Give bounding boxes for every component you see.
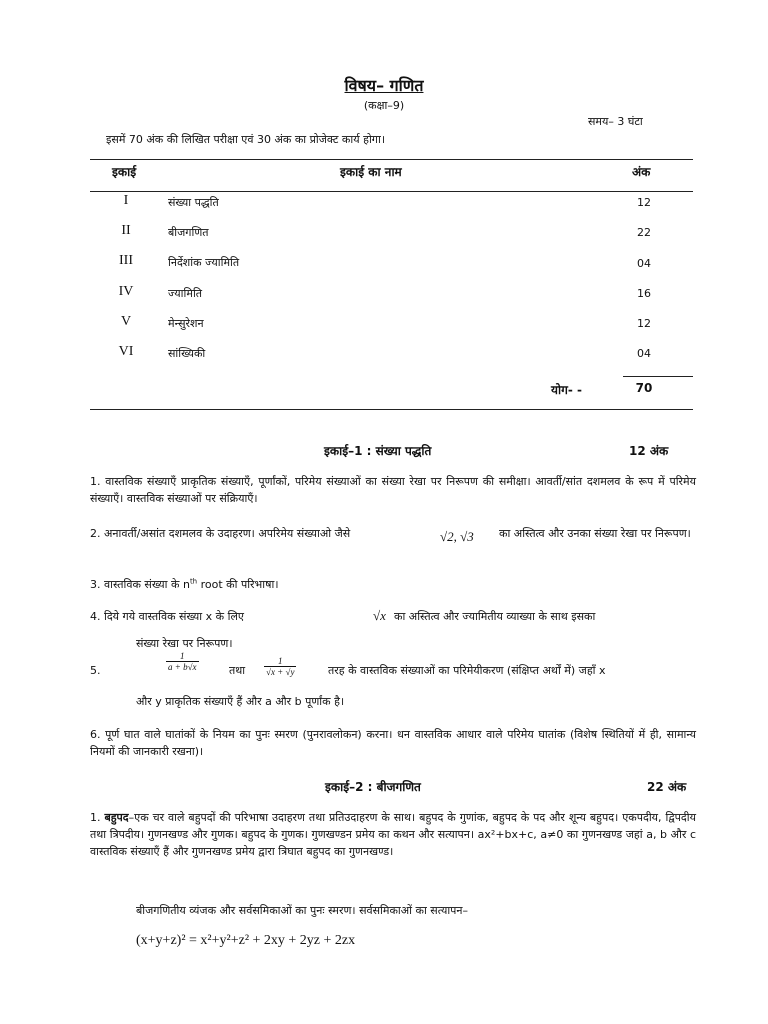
unit1-point-5-tatha: तथा	[229, 664, 246, 677]
unit-number: IV	[118, 284, 134, 299]
unit1-point-4-b: का अस्तित्व और ज्यामितीय व्याख्या के साथ इसका	[394, 610, 596, 623]
unit-name: सांख्यिकी	[168, 347, 206, 360]
fraction-2-num: 1	[264, 656, 296, 667]
unit-number: V	[120, 314, 132, 329]
fraction-2-den: √x + √y	[266, 667, 295, 677]
col-header-name: इकाई का नाम	[340, 165, 402, 179]
unit1-point-2-math: √2, √3	[440, 529, 474, 544]
fraction-1-num: 1	[166, 651, 199, 662]
total-value: 70	[635, 381, 653, 395]
unit1-point-3-a: 3. वास्तविक संख्या के n	[90, 578, 190, 591]
table-bottom-rule	[90, 409, 693, 410]
total-rule	[623, 376, 693, 377]
unit-marks: 12	[637, 196, 651, 209]
identity-formula: (x+y+z)² = x²+y²+z² + 2xy + 2yz + 2zx	[136, 933, 356, 948]
unit2-point-2: बीजगणितीय व्यंजक और सर्वसमिकाओं का पुनः स्मरण। सर्वसमिकाओं का सत्यापन–	[136, 904, 469, 917]
intro-text: इसमें 70 अंक की लिखित परीक्षा एवं 30 अंक का प्रोजेक्ट कार्य होगा।	[106, 133, 386, 146]
unit1-point-4-a: 4. दिये गये वास्तविक संख्या x के लिए	[90, 610, 244, 623]
unit-number: III	[119, 253, 133, 268]
col-header-unit: इकाई	[112, 165, 137, 179]
fraction-2	[264, 656, 296, 677]
unit1-point-3-b: root की परिभाषा।	[197, 578, 279, 591]
unit-number: VI	[118, 344, 134, 359]
fraction-1-den: a + b√x	[168, 662, 197, 672]
unit-number: II	[121, 223, 131, 238]
unit1-point-4-c: संख्या रेखा पर निरूपण।	[136, 637, 233, 650]
total-label: योग- -	[551, 383, 582, 397]
unit2-point-1-text: –एक चर वाले बहुपदों की परिभाषा उदाहरण तथा प्रतिउदाहरण के साथ। बहुपद के गुणांक, बहुपद के पद और शून्य बहुपद। एकपदीय, द्विपदीय तथा त्रिपदीय। गुणनखण्ड और गुणक। बहुपद के गुणक। गुणखण्डन प्रमेय का कथन और सत्यापन। ax²+bx+c, a≠0 का गुणनखण्ड जहां a, b और c वास्तविक संख्याएँ हैं और गुणनखण्ड प्रमेय द्वारा त्रिघात बहुपद का गुणनखण्ड।	[90, 811, 696, 858]
page-title: विषय– गणित	[344, 76, 424, 95]
unit1-point-5-text: तरह के वास्तविक संख्याओं का परिमेयीकरण (संक्षिप्त अर्थों में) जहाँ x	[328, 664, 606, 677]
unit1-point-6: 6. पूर्ण घात वाले घातांकों के नियम का पुनः स्मरण (पुनरावलोकन) करना। धन वास्तविक आधार वाले परिमेय घातांक (विशेष स्थितियों में ही, सामान्य नियमों की जानकारी रखना)।	[90, 728, 696, 758]
unit1-point-5-text2: और y प्राकृतिक संख्याएँ हैं और a और b पूर्णांक है।	[136, 695, 345, 708]
unit1-marks: 12 अंक	[629, 444, 669, 458]
table-top-rule	[90, 159, 693, 160]
unit1-point-2-text: 2. अनावर्ती/असांत दशमलव के उदाहरण। अपरिमेय संख्याओ जैसे	[90, 527, 351, 540]
unit2-heading: इकाई–2 : बीजगणित	[325, 780, 421, 794]
unit-name: संख्या पद्धति	[168, 196, 219, 209]
unit-marks: 04	[637, 347, 651, 360]
unit1-point-2-text-b	[499, 526, 699, 541]
unit1-point-3	[90, 577, 279, 592]
unit2-point-1-prefix: 1.	[90, 811, 105, 824]
unit-marks: 04	[637, 257, 651, 270]
unit1-point-4-math: √x	[373, 608, 386, 623]
unit1-point-5-num: 5.	[90, 664, 101, 677]
exam-time: समय– 3 घंटा	[588, 115, 643, 128]
unit-name: बीजगणित	[168, 226, 209, 239]
unit-name: मेन्सुरेशन	[168, 317, 204, 330]
table-header-rule	[90, 191, 693, 192]
unit-marks: 22	[637, 226, 651, 239]
unit2-point-1-bold: बहुपद	[104, 811, 129, 824]
unit2-point-1	[90, 809, 696, 860]
unit1-heading: इकाई–1 : संख्या पद्धति	[324, 444, 432, 458]
unit-number: I	[123, 193, 129, 208]
col-header-marks: अंक	[632, 165, 651, 179]
unit1-point-1: 1. वास्तविक संख्याएँ प्राकृतिक संख्याएँ, पूर्णांकों, परिमेय संख्याओं का संख्या रेखा पर निरूपण की समीक्षा। आवर्ती/सांत दशमलव के रूप में परिमेय संख्याएँ। वास्तविक संख्याओं पर संक्रियाएँ।	[90, 475, 696, 505]
unit-name: ज्यामिति	[168, 287, 203, 300]
fraction-1	[166, 651, 199, 672]
unit1-point-3-sup: th	[189, 577, 198, 586]
class-label: (कक्षा–9)	[363, 99, 405, 112]
unit-marks: 12	[637, 317, 651, 330]
unit1-point-2-rest: का अस्तित्व और उनका संख्या रेखा पर निरूपण।	[499, 527, 691, 540]
unit2-marks: 22 अंक	[647, 780, 687, 794]
unit-marks: 16	[637, 287, 651, 300]
unit-name: निर्देशांक ज्यामिति	[168, 256, 240, 269]
